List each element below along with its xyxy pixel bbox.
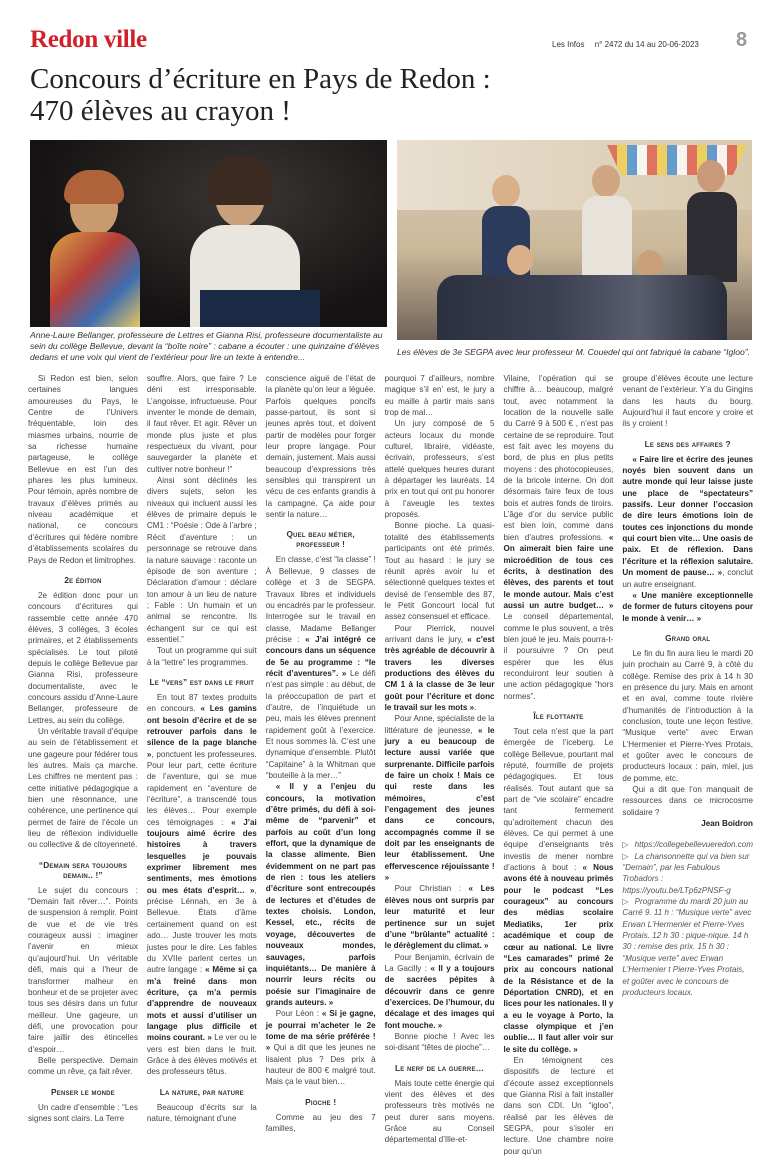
info-link-text: La chansonnette qui va bien sur “Demain”, par les Fabulous Trobadors : https://youtu.be/LTp6zPNSF-g	[622, 851, 750, 895]
text-run: Le sujet du concours : “Demain fait rêver…”. Points de suspension à remplir. Point de vue et de vie très courageux aussi : imaginer l’avenir en mieux qu’aujourd’hui. Un véritable défi, mais qui a l’heur de transformer malheur en bonheur et de se projeter avec tous ses désirs dans un futur meilleur. Une gageure, un défi, une provocation pour faire jaillir des étincelles d’espoir…	[28, 885, 138, 1054]
photo-teachers-black-box	[30, 140, 387, 327]
text-run: Si Redon est bien, selon certaines langues amoureuses du Pays, le Centre de l’Univers fréquentable, loin des miasmes urbains, nourrie de sa richesse humaine partageuse, le collège Bellevue en est l’un des phares les plus lumineux. Pour témoin, après nombre de travaux d’élèves primés au niveau académique et national, ce concours d’écritures qui fédère nombre d’établissements scolaires du Pays de Redon et limitrophes.	[28, 374, 138, 565]
triangle-right-icon: ▷	[622, 851, 629, 861]
subheading: Le sens des affaires ?	[644, 438, 731, 449]
text-run: conscience aiguë de l’état de la planète qu’on leur a léguée. Parfois quelques poncifs passe-partout, ils sont si jeunes après tout, et doivent partir de modèles pour forger leur propre langage. Pour demain, justement. Mais aussi beaucoup d’expressions très sensibles qui transpirent un vécu de ces enfants grandis à la campagne. Ça aide pour sentir la nature…	[265, 374, 376, 520]
text-run: En tout 87 textes produits en concours.	[146, 692, 257, 714]
publication-name: Les Infos	[552, 40, 585, 49]
triangle-right-icon: ▷	[622, 897, 629, 907]
text-run: Ainsi sont déclinés les divers sujets, selon les niveaux qui incluent aussi les élèves de primaire depuis le CM1 : “Poésie : Ode à l’arbre ; Récit d’aventure : un personnage se retrouve dans la nature sauvage : raconte un épisode de son aventure ; Déclaration d’amour : déclare ton amour à un lieu de nature ; Fable : Un humain et un animal se rencontre. Ils échangent sur ce qui est essentiel.”	[146, 476, 257, 644]
subheading: 2e édition	[64, 574, 102, 585]
text-run: Comme au jeu des 7 familles,	[265, 1112, 376, 1133]
paragraph	[266, 781, 376, 1008]
paragraph	[28, 1055, 138, 1078]
subheading: Le “vers” est dans le fruit	[149, 676, 255, 687]
text-run: Qui a dit que l’on manquait de ressources dans ce microcosme solidaire ?	[622, 785, 753, 817]
paragraph	[385, 883, 495, 951]
article-column	[266, 373, 376, 1157]
text-run: Bonne pioche ! Avec les soi-disant “têtes de pioche”…	[384, 1031, 495, 1053]
text-run: , précise Lénnah, en 3e à Bellevue. États d’âme certainement quand on est ado… Juste trouver les mots justes pour le dire. Les fables du XVIIe parlent certes un autre langage :	[146, 885, 257, 975]
text-run: Le fin du fin aura lieu le mardi 20 juin prochain au Carré 9, à côté du collège. Remise des prix à 14 h 30 en présence du jury. Mais en amont et en aval, comme toute rivière d’humanités de l’introduction à la conclusion, toute une leçon festive. “Musique verte” avec Erwan L’Hermenier et Pierre-Yves Protais, et goûter avec le concours de producteurs locaux : pain, miel, jus de pomme, etc.	[622, 648, 753, 783]
paragraph	[385, 623, 495, 714]
text-run: Vilaine, l’opération qui se chiffre à… beaucoup, malgré tout, avec notamment la location de la nouvelle salle du Carré 9 à 500 € , n’est pas certaine de se reproduire. Tout est fait avec les moyens du bord, de plus en plus petits moyens : des photocopieuses, de la bricole interne. On doit désormais faire feux de tous bois et autres fonds de tiroirs. L’âge d’or du service public est bien loin, comme dans bien d’autres professions.	[503, 374, 614, 542]
quote-bold: « On aimerait bien faire une microédition de tous ces écrits, à destination des élèves, des parents et tout le monde autour. Mais c’est aussi un autre budget… »	[503, 532, 614, 610]
text-run: En classe, c’est “la classe” ! À Bellevue, 9 classes de collège et 3 de SEGPA. Travaux libres et individuels ou encadrés par le professeur. Interrogée sur le travail en classe, Madame Bellanger précise :	[265, 555, 376, 644]
paragraph	[385, 1078, 495, 1146]
article-column	[28, 373, 138, 1157]
text-run: Pour Anne, spécialiste de la littérature de jeunesse,	[384, 714, 495, 735]
paragraph	[266, 554, 376, 781]
headline-line-1: Concours d’écriture en Pays de Redon :	[30, 63, 491, 95]
text-run: Belle perspective. Demain comme un rêve, ça fait rêver.	[28, 1055, 138, 1077]
info-link-text: https://collegebellevueredon.com	[634, 840, 753, 850]
paragraph	[504, 726, 614, 1055]
subheading: Grand oral	[665, 632, 711, 643]
photo-caption-right: Les élèves de 3e SEGPA avec leur professeur M. Couedel qui ont fabriqué la cabane “Igloo”.	[397, 347, 751, 357]
info-link-item	[622, 851, 753, 896]
issue-number-date: n° 2472 du 14 au 20-06-2023	[594, 40, 699, 49]
paragraph	[622, 454, 753, 590]
paragraph	[385, 373, 495, 418]
quote-bold: « Une manière exceptionnelle de former de futurs citoyens pour le monde à venir… »	[622, 590, 753, 623]
subheading: Quel beau métier, professeur !	[286, 529, 355, 550]
quote-bold: « Les gamins ont besoin d’écrire et de se retrouver parfois dans le silence de la page blanche »	[146, 704, 257, 759]
text-run: Un cadre d’ensemble : “Les signes sont clairs. La Terre	[28, 1102, 138, 1123]
info-link-item	[622, 839, 753, 850]
article-column	[147, 373, 257, 1157]
paragraph	[147, 373, 257, 475]
quote-bold: « Si je gagne, je pourrai m’acheter le 2e tome de ma série préférée ! »	[265, 1009, 376, 1053]
text-run: .	[474, 702, 477, 712]
paragraph	[504, 1055, 614, 1157]
paragraph	[147, 692, 257, 1078]
photo-segpa-students-igloo	[397, 140, 752, 340]
paragraph	[622, 648, 753, 784]
photo-caption-left: Anne-Laure Bellanger, professeure de Lettres et Gianna Risi, professeure documentaliste au sein du collège Bellevue, devant la “boîte noire” : cabane a écouter : une quinzaine d’élèves dedans et une voix qui vient de l’extérieur pour lire un texte à entendre...	[30, 330, 383, 362]
author-signature: Jean Boidron	[701, 819, 753, 829]
article-body	[28, 373, 753, 1156]
paragraph	[385, 952, 495, 1031]
text-run: souffre. Alors, que faire ? Le déni est irresponsable. L’angoisse, infructueuse. Pour inventer le monde de demain, il faut rêver. Et agir. Rêver un monde plus juste et plus respectueux du vivant, pour sauvegarder la planète et cultiver notre bonheur !”	[146, 374, 257, 474]
paragraph	[147, 475, 257, 645]
subheading: Penser le monde	[51, 1086, 115, 1097]
quote-bold: « Il y a toujours de sacrées pépites à découvrir dans ce genre d’exercices. De l’humour, du décalage et des images qui font mouche. »	[384, 963, 495, 1030]
quote-bold: « J’ai intégré ce concours dans un séquence de 5e au programme : “le récit d’aventures”. »	[265, 634, 376, 678]
info-link-item	[622, 896, 753, 998]
paragraph	[504, 373, 614, 702]
subheading: “Demain sera toujours demain.. !”	[38, 859, 128, 880]
article-column	[622, 373, 753, 1157]
headline	[30, 63, 630, 127]
text-run: Tout cela n’est que la part émergée de l’iceberg. Le collège Bellevue, pourtant mal réputé, fourmille de projets pédagogiques. Et tous réalisés. Tout autant que sa part de “vie scolaire” encadre tant fermement qu’adroitement chacun des élèves. Ce qui permet à une équipe d’enseignants très investis de mener nombre d’actions à bout :	[503, 726, 614, 873]
paragraph	[385, 713, 495, 883]
paragraph	[28, 1102, 138, 1125]
page-number: 8	[736, 29, 748, 51]
text-run: 2e édition donc pour un concours d’écritures qui rassemble cette année 470 élèves, 3 collèges, 3 écoles primaires, et 2 établissements spécialisés. Le tout piloté depuis le collège Bellevue par Gianna Risi, professeure documentaliste, avec le concours assidu d’Anne-Laure Bellanger, professeure de Lettres, au sein du collège.	[28, 590, 138, 725]
quote-bold: « c’est très agréable de découvrir à travers les diverses productions des élèves du CM 1 à la classe de 3e leur goût pour l’écriture et donc le travail sur les mots »	[384, 634, 495, 712]
paragraph	[385, 1031, 495, 1054]
headline-line-2: 470 élèves au crayon !	[30, 95, 291, 127]
text-run: Pour Christian :	[394, 884, 469, 894]
paragraph	[385, 520, 495, 622]
triangle-right-icon: ▷	[622, 840, 629, 850]
text-run: Tout un programme qui suit à la “lettre” les programmes.	[146, 646, 257, 667]
text-run: Mais toute cette énergie qui vient des élèves et des professeurs très motivés ne peut durer sans moyens. Grâce au Conseil départemental d’Ille-et-	[384, 1078, 495, 1145]
text-run: Un jury composé de 5 acteurs locaux du monde culturel, libraire, vidéaste, écrivain, professeurs, s’est attelé quelques heures durant à départager les lauréats. 14 prix en tout qui ont pu honorer à l’aveugle les textes proposés.	[384, 419, 495, 520]
text-run: groupe d’élèves écoute une lecture venant de l’extérieur. Y’a du Gingins dans les hauts du bourg. Aujourd’hui il faut encore y croire et ils y croient !	[622, 374, 753, 429]
quote-bold: « J’ai toujours aimé écrire des histoires à travers lesquelles je pouvais exprimer librement mes sentiments, mes émotions ou mes états d’esprit… »	[146, 817, 257, 895]
quote-bold: « le jury a eu beaucoup de lecture aussi variée que surprenante. Difficile parfois de faire un choix ! Mais ce qui reste dans les mémoires, c’est l’engagement des jeunes dans ce concours, accompagnés comme il se doit par les enseignants de leur établissement. Une effervescence réjouissante ! »	[384, 725, 495, 883]
article-column	[504, 373, 614, 1157]
text-run: pourquoi 7 d’ailleurs, nombre magique s’il en’ est, le jury a eu maille à partir mais sans trop de mal…	[384, 374, 495, 418]
text-run: Bonne pioche. La quasi-totalité des établissements participants ont été primés. Tout au hasard : le jury se réunit après avoir lu et sélectionné quelques textes et devisé de l’ensemble des 87, le Petit Goncourt local fut assez consensuel et efficace.	[384, 521, 495, 622]
paragraph	[147, 645, 257, 668]
paragraph	[266, 373, 376, 520]
text-run: Beaucoup d’écrits sur la nature, témoignant d’une	[146, 1102, 257, 1123]
text-run: Le conseil départemental, comme le plus souvent, a très bien joué le jeu. Mais pourra-t-il poursuivre ? On peut espérer que les élus reconduiront leur soutien à une action pédagogique “hors normes”.	[503, 612, 614, 701]
subheading: Île flottante	[533, 710, 584, 721]
section-title: Redon ville	[30, 26, 147, 53]
text-run: En témoignent ces dispositifs de lecture et d’écoute assez exceptionnels que Gianna Risi a fait installer dans son CDI. Un “igloo”, réalisé par les élèves de SEGPA, pour s’isoler en lecture. Une chambre noire pour qu’un	[503, 1055, 614, 1156]
text-run: , ponctuent les professeures. Pour leur part, cette écriture de l’aventure, qui se mue rapidement en “aventure de l’écriture”, a transcendé tous les élèves… Pour exemple ces témoignages :	[146, 749, 257, 827]
quote-bold: « Les élèves nous ont surpris par leur maturité et leur pertinence sur un sujet d’une “brûlante” actualité : le dérèglement du climat. »	[384, 884, 495, 951]
text-run: Pour Léon :	[275, 1009, 322, 1019]
text-run: Pour Benjamin, écrivain de La Gacilly :	[384, 952, 495, 973]
paragraph	[28, 885, 138, 1055]
text-run: Qui a dit que les jeunes ne lisaient plus ? Des prix à hauteur de 800 € malgré tout. Mais ça le vaut bien…	[265, 1043, 376, 1087]
quote-bold: « Nous avons été à nouveau primés pour le podcast “Les courageux” au concours des médias scolaire Mediatiks, 1er prix académique et coup de cœur au national. Le livre “Les camarades” primé 2e prix au concours national de la Résistance et de la Déportation CNRD), et en lices pour les nationales. Il y a eu le voyage à Porto, la classe olympique et j’en oublie… Il faut aller voir sur le site du collège. »	[503, 863, 614, 1054]
text-run: , conclut un autre enseignant.	[622, 568, 753, 589]
subheading: Pioche !	[305, 1096, 337, 1107]
text-run: Pour Pierrick, nouvel arrivant dans le jury,	[384, 623, 495, 644]
paragraph	[266, 1112, 376, 1135]
info-link-text: Programme du mardi 20 juin au Carré 9. 11 h : “Musique verte” avec Erwan L’Hermenier et Pierre-Yves Protais. 12 h 30 : pique-nique. 14 h 30 : remise des prix. 15 h 30 : “Musique verte” avec Erwan L’Hermenier t Pierre-Yves Protais, et goûter avec le concours de producteurs locaux.	[622, 897, 752, 997]
paragraph	[28, 590, 138, 726]
paragraph	[622, 590, 753, 624]
quote-bold: « Même si ça m’a freiné dans mon écriture, ça m’a permis d’apprendre de nouveaux mots et aussi d’utiliser un langage plus difficile et moins courant. »	[146, 965, 257, 1043]
issue-info	[552, 40, 707, 49]
paragraph	[28, 726, 138, 851]
text-run: Le ver ou le vers est bien dans le fruit. Grâce à des élèves motivés et des professeurs têtus.	[146, 1033, 257, 1077]
paragraph	[622, 784, 753, 818]
paragraph	[266, 1008, 376, 1087]
text-run: Un véritable travail d’équipe au sein de l’établissement et une gageure pour fédérer tous les autres. Mais ça marche. Les chiffres ne mentent pas : cette initiative pédagogique a bien une résonnance, une cohérence, une pertinence qui permet de faire de l’école un lieu de réflexion individuelle ou collective & de citoyenneté.	[28, 726, 138, 850]
article-column	[385, 373, 495, 1157]
subheading: La nature, par nature	[159, 1086, 244, 1097]
paragraph	[622, 373, 753, 430]
quote-bold: « Il y a l’enjeu du concours, la motivation d’être primés, du défi à soi-même de “parvenir” et parfois au coût d’un long effort, que la dynamique de la classe alimente. Bien évidemment on ne part pas de rien : tous les ateliers d’écriture sont entrecoupés de lectures et d’études de textes choisis. London, Kessel, etc., récits de voyage, découvertes de nouveaux mondes, sauvages, parfois inquiétants… De manière à nourrir leurs récits ou poésie sur l’imaginaire de grands auteurs. »	[265, 782, 376, 1007]
paragraph	[147, 1102, 257, 1125]
paragraph	[385, 418, 495, 520]
text-run: Le défi n’est pas simple : au début, de la préoccupation de part et d’autre, de l’inquiétude un peu, mais les élèves prennent rapidement goût à l’exercice. Et nous sommes là. C’est une dynamique d’ensemble. Plutôt “Capitaine” à la Whitman que “bouteille à la mer…”	[265, 668, 376, 780]
subheading: Le nerf de la guerre…	[395, 1062, 485, 1073]
paragraph	[28, 373, 138, 566]
quote-bold: « Faire lire et écrire des jeunes noyés bien souvent dans un autre monde qui leur laisse juste une place de “spectateurs” passifs. Leur donner l’occasion de dire leurs émotions loin de toutes ces injonctions du monde qui court bien vite… Une oasis de paix. Et de réflexion. Dans l’écriture et la réflexion salutaire. Un moment de pause… »	[622, 454, 753, 578]
